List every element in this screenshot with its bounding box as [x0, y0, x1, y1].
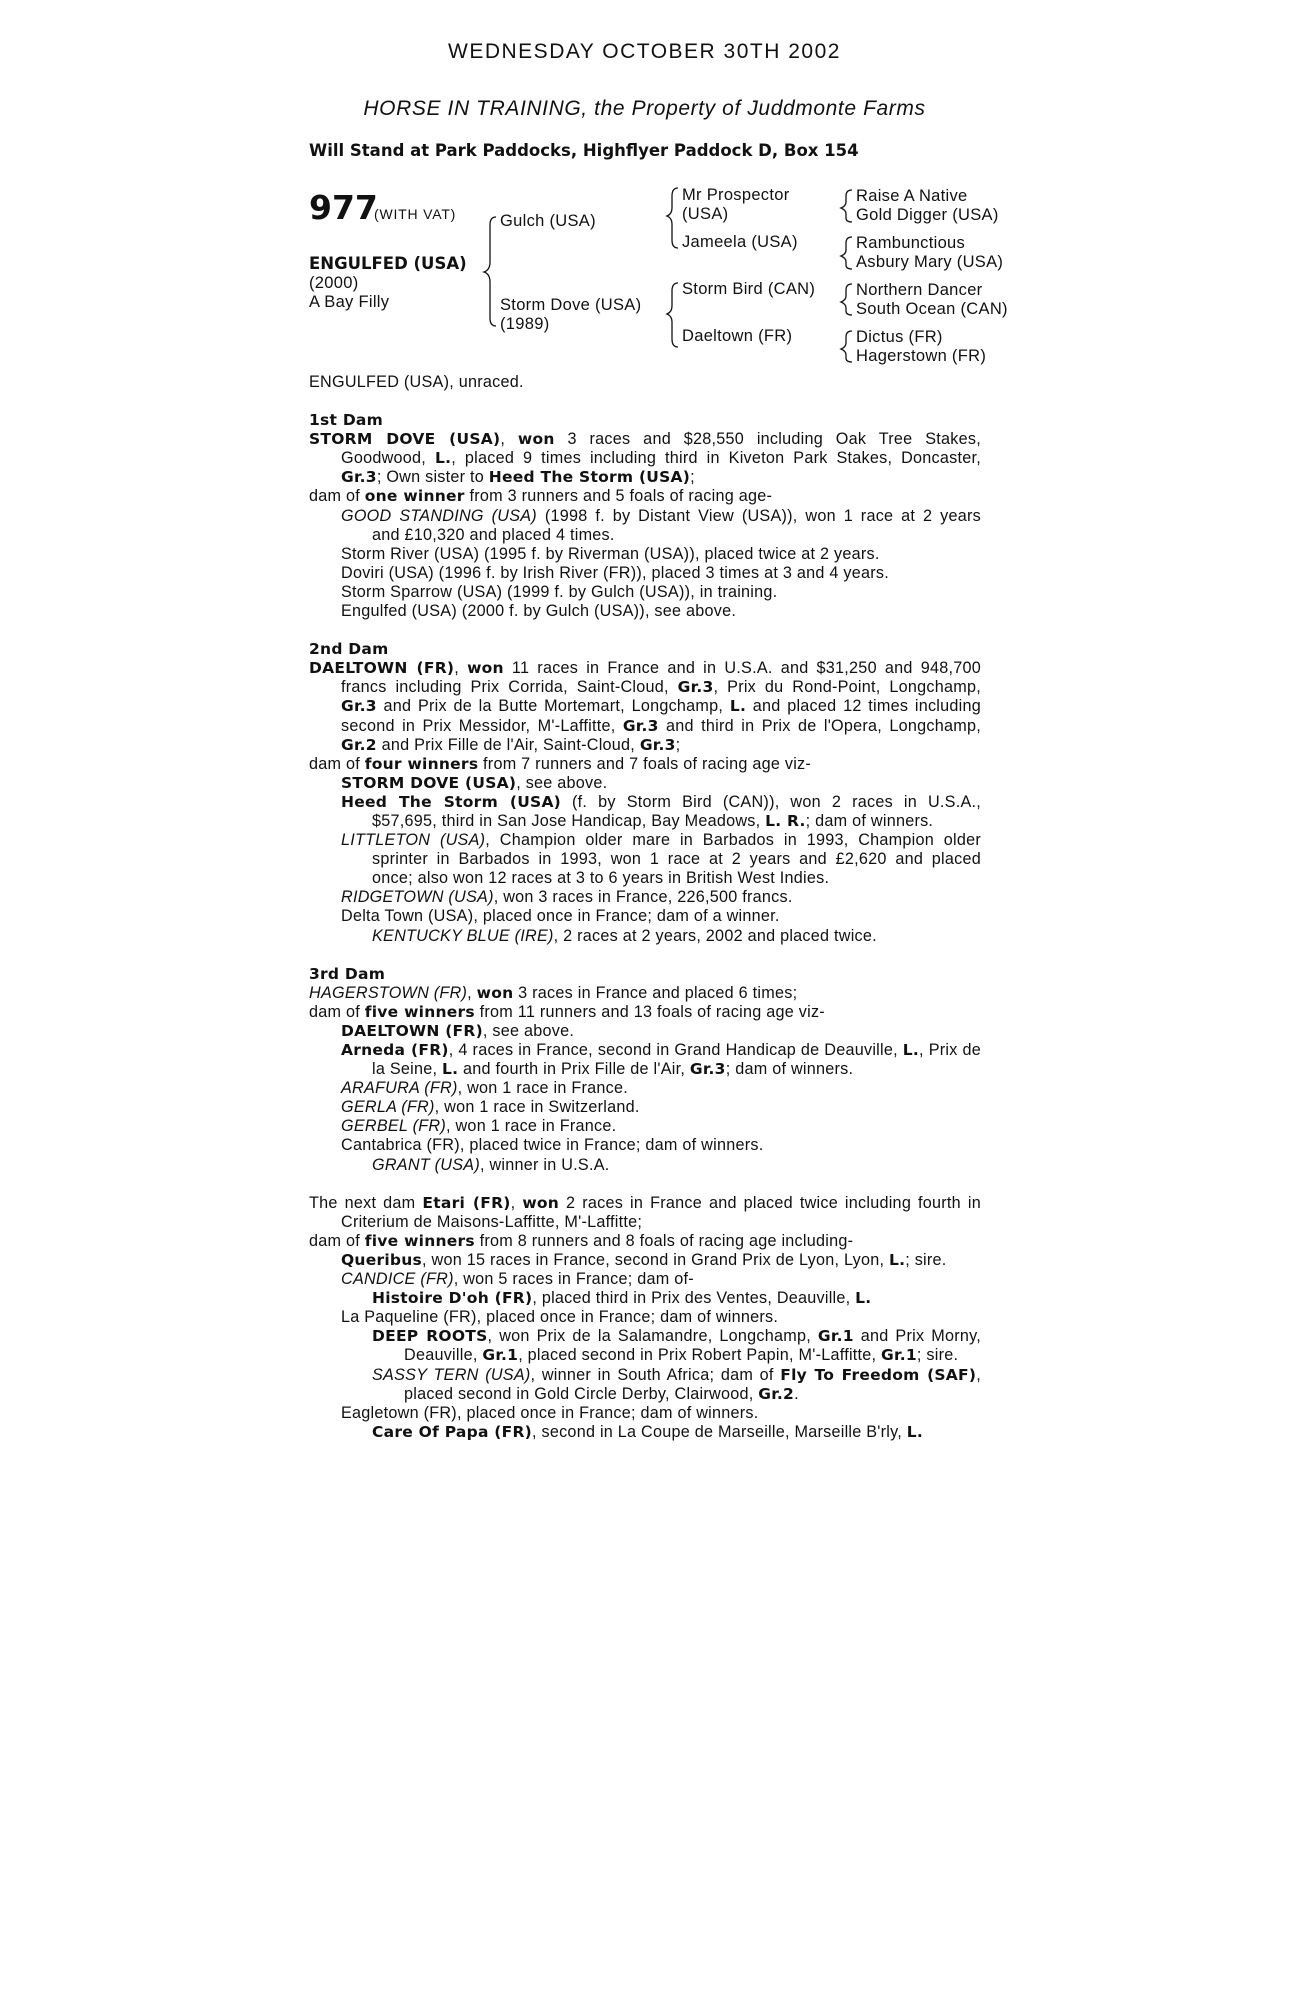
third-dam-line: Arneda (FR), 4 races in France, second in Grand Handicap de Deauville, L., Prix de	[341, 1041, 981, 1059]
first-dam-line: Storm Sparrow (USA) (1999 f. by Gulch (USA)), in training.	[341, 582, 778, 601]
ancestor-8: Hagerstown (FR)	[856, 347, 987, 365]
third-dam-line: DAELTOWN (FR), see above.	[341, 1021, 575, 1040]
next-dam-line: Deauville, Gr.1, placed second in Prix Robert Papin, M'-Laffitte, Gr.1; sire.	[404, 1346, 959, 1365]
ancestor-7: Dictus (FR)	[856, 328, 943, 346]
next-dam-line: Queribus, won 15 races in France, second in Grand Prix de Lyon, Lyon, L.; sire.	[341, 1250, 947, 1269]
next-dam-line: SASSY TERN (USA), winner in South Africa; dam of Fly To Freedom (SAF),	[372, 1365, 981, 1384]
sire: Gulch (USA)	[500, 212, 596, 230]
first-dam-line: Goodwood, L., placed 9 times including third in Kiveton Park Stakes, Doncaster,	[341, 449, 981, 468]
second-dam-line: Gr.2 and Prix Fille de l'Air, Saint-Cloud, Gr.3;	[341, 735, 681, 754]
second-dam-line: once; also won 12 races at 3 to 6 years in British West Indies.	[372, 869, 830, 888]
dam-year: (1989)	[500, 315, 550, 333]
ancestor-3: Rambunctious	[856, 234, 966, 252]
ancestor-2: Gold Digger (USA)	[856, 206, 999, 224]
second-dam-line: $57,695, third in San Jose Handicap, Bay Meadows, L. R.; dam of winners.	[372, 811, 934, 830]
second-dam-line: sprinter in Barbados in 1993, won 1 race at 2 years and £2,620 and placed	[372, 850, 981, 869]
first-dam-line: Storm River (USA) (1995 f. by Riverman (USA)), placed twice at 2 years.	[341, 544, 880, 563]
third-dam-heading: 3rd Dam	[309, 964, 386, 983]
next-dam-line: The next dam Etari (FR), won 2 races in France and placed twice including fourth in	[309, 1193, 981, 1212]
third-dam-line: GRANT (USA), winner in U.S.A.	[372, 1155, 610, 1174]
first-dam-line: GOOD STANDING (USA) (1998 f. by Distant View (USA)), won 1 race at 2 years	[341, 506, 981, 525]
second-dam-line: RIDGETOWN (USA), won 3 races in France, 226,500 francs.	[341, 888, 793, 907]
lot-heading: HORSE IN TRAINING, the Property of Juddmonte Farms	[363, 97, 926, 120]
ancestor-4: Asbury Mary (USA)	[856, 253, 1004, 271]
third-dam-line: ARAFURA (FR), won 1 race in France.	[341, 1079, 629, 1098]
first-dam-line: dam of one winner from 3 runners and 5 foals of racing age-	[309, 487, 773, 506]
sire-sire-line2: (USA)	[682, 205, 729, 223]
sire-dam: Jameela (USA)	[682, 233, 798, 251]
dam: Storm Dove (USA)	[500, 296, 642, 314]
second-dam-line: dam of four winners from 7 runners and 7 foals of racing age viz-	[309, 754, 812, 773]
third-dam-line: Cantabrica (FR), placed twice in France; dam of winners.	[341, 1136, 764, 1155]
next-dam-line: Criterium de Maisons-Laffitte, M'-Laffitte;	[341, 1212, 643, 1231]
sire-sire-line1: Mr Prospector	[682, 186, 790, 204]
second-dam-line: KENTUCKY BLUE (IRE), 2 races at 2 years, 2002 and placed twice.	[372, 926, 877, 945]
next-dam-line: DEEP ROOTS, won Prix de la Salamandre, Longchamp, Gr.1 and Prix Morny,	[372, 1327, 981, 1346]
third-dam-line: GERLA (FR), won 1 race in Switzerland.	[341, 1098, 640, 1117]
next-dam-line: Care Of Papa (FR), second in La Coupe de Marseille, Marseille B'rly, L.	[372, 1422, 924, 1441]
second-dam-heading: 2nd Dam	[309, 640, 389, 659]
ancestor-6: South Ocean (CAN)	[856, 300, 1008, 318]
third-dam-line: GERBEL (FR), won 1 race in France.	[341, 1117, 617, 1136]
second-dam-line: Heed The Storm (USA) (f. by Storm Bird (CAN)), won 2 races in U.S.A.,	[341, 792, 981, 811]
next-dam-line: Histoire D'oh (FR), placed third in Prix des Ventes, Deauville, L.	[372, 1289, 872, 1308]
horse-year: (2000)	[309, 274, 359, 292]
second-dam-line: francs including Prix Corrida, Saint-Cloud, Gr.3, Prix du Rond-Point, Longchamp,	[341, 678, 981, 697]
first-dam-line: and £10,320 and placed 4 times.	[372, 525, 615, 544]
second-dam-line: Delta Town (USA), placed once in France; dam of a winner.	[341, 907, 780, 926]
first-dam-line: Doviri (USA) (1996 f. by Irish River (FR)), placed 3 times at 3 and 4 years.	[341, 563, 889, 582]
ancestor-5: Northern Dancer	[856, 281, 983, 299]
second-dam-line: STORM DOVE (USA), see above.	[341, 773, 608, 792]
horse-name: ENGULFED (USA)	[309, 254, 467, 273]
third-dam-line: la Seine, L. and fourth in Prix Fille de l'Air, Gr.3; dam of winners.	[372, 1060, 854, 1079]
intro-line: ENGULFED (USA), unraced.	[309, 373, 524, 391]
first-dam-line: STORM DOVE (USA), won 3 races and $28,550 including Oak Tree Stakes,	[309, 430, 981, 449]
second-dam-line: DAELTOWN (FR), won 11 races in France and in U.S.A. and $31,250 and 948,700	[309, 659, 981, 678]
first-dam-line: Gr.3; Own sister to Heed The Storm (USA);	[341, 468, 695, 487]
third-dam-line: HAGERSTOWN (FR), won 3 races in France and placed 6 times;	[309, 983, 798, 1002]
second-dam-line: Gr.3 and Prix de la Butte Mortemart, Longchamp, L. and placed 12 times including	[341, 697, 981, 716]
horse-description: A Bay Filly	[309, 293, 390, 311]
next-dam-line: dam of five winners from 8 runners and 8 foals of racing age including-	[309, 1231, 854, 1250]
stand-location: Will Stand at Park Paddocks, Highflyer Paddock D, Box 154	[309, 141, 859, 160]
lot-number: 977	[309, 188, 378, 227]
dam-sire: Storm Bird (CAN)	[682, 280, 816, 298]
catalogue-body	[309, 373, 981, 1442]
sale-date: WEDNESDAY OCTOBER 30TH 2002	[448, 40, 841, 63]
next-dam-line: La Paqueline (FR), placed once in France; dam of winners.	[341, 1308, 779, 1327]
dam-dam: Daeltown (FR)	[682, 327, 793, 345]
pedigree-brackets	[0, 0, 1289, 400]
next-dam-line: placed second in Gold Circle Derby, Clairwood, Gr.2.	[404, 1384, 799, 1403]
vat-note: (WITH VAT)	[374, 206, 457, 222]
ancestor-1: Raise A Native	[856, 187, 968, 205]
second-dam-line: LITTLETON (USA), Champion older mare in Barbados in 1993, Champion older	[341, 831, 982, 850]
first-dam-heading: 1st Dam	[309, 411, 384, 430]
next-dam-line: Eagletown (FR), placed once in France; dam of winners.	[341, 1403, 759, 1422]
third-dam-line: dam of five winners from 11 runners and 13 foals of racing age viz-	[309, 1002, 825, 1021]
next-dam-line: CANDICE (FR), won 5 races in France; dam of-	[341, 1270, 694, 1289]
second-dam-line: second in Prix Messidor, M'-Laffitte, Gr.3 and third in Prix de l'Opera, Longchamp,	[341, 716, 981, 735]
first-dam-line: Engulfed (USA) (2000 f. by Gulch (USA)), see above.	[341, 602, 737, 621]
